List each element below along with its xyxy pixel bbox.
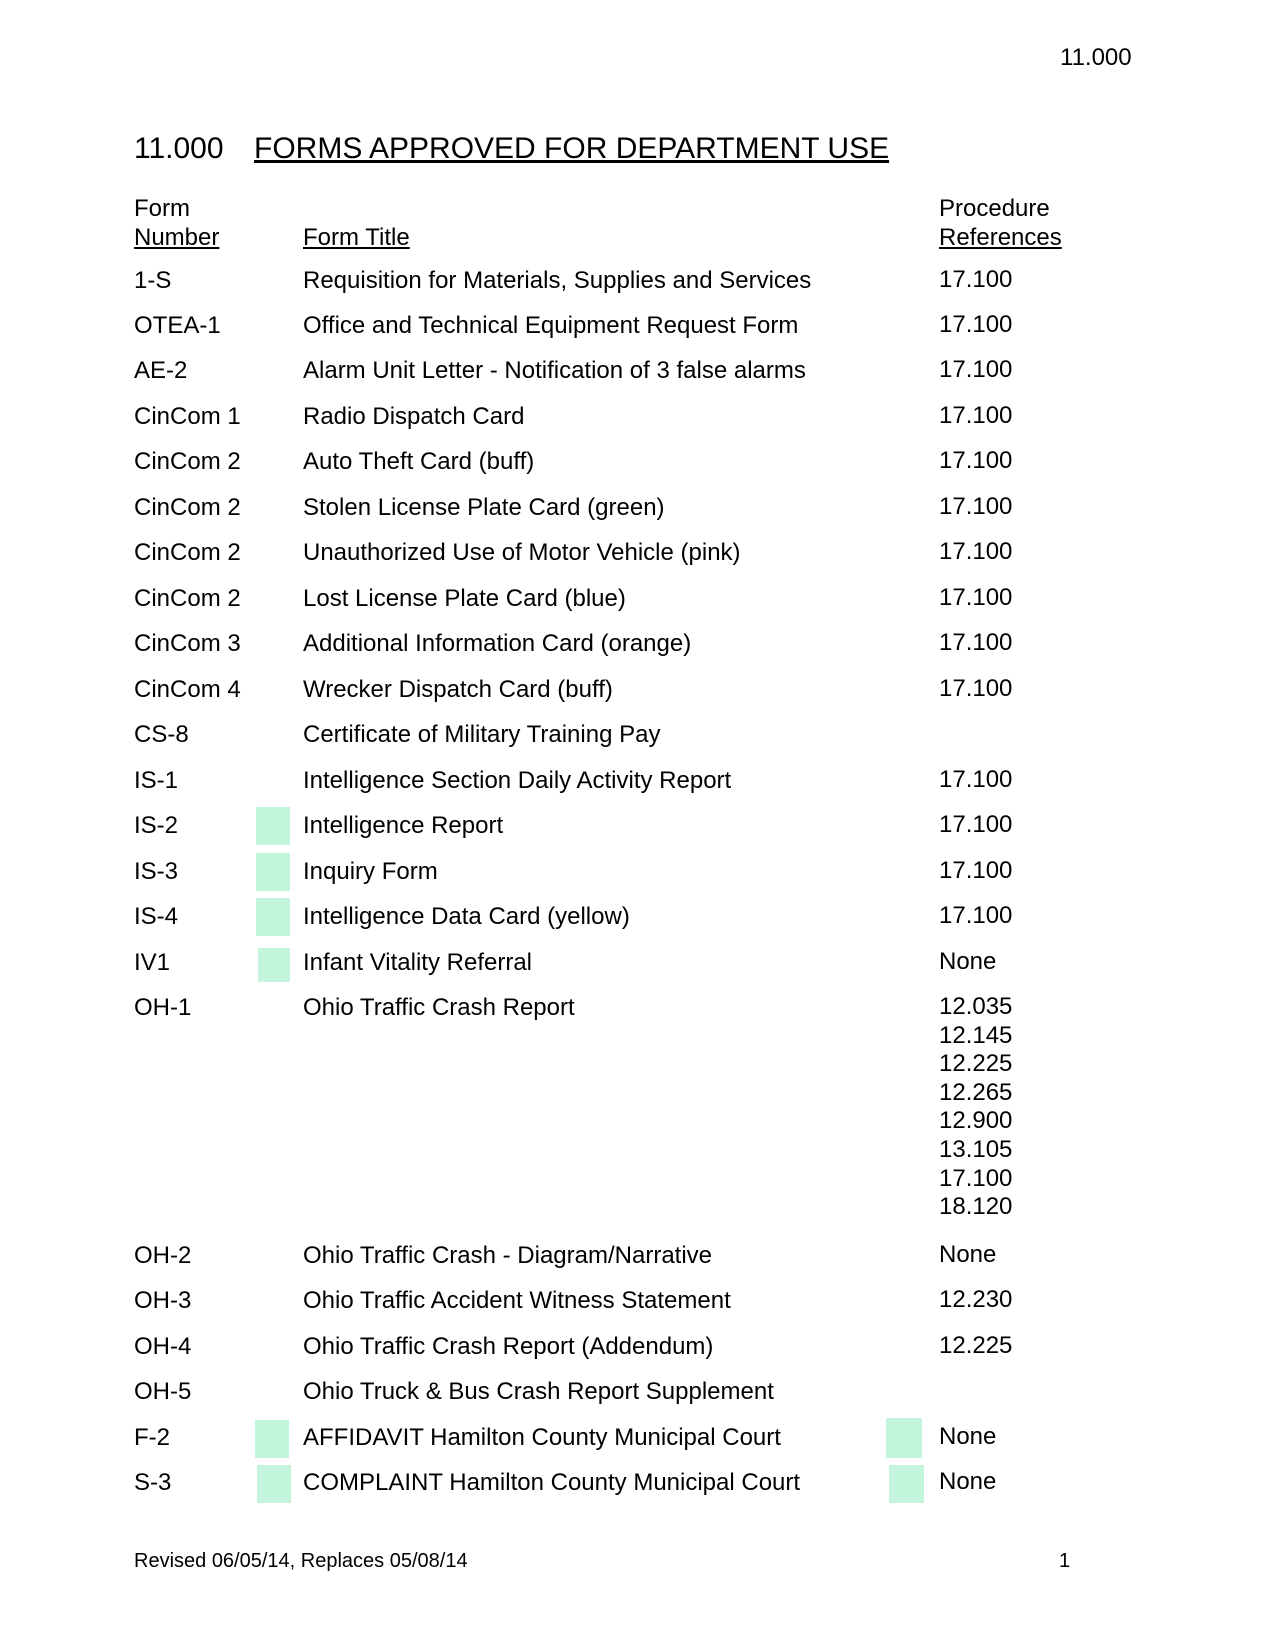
procedure-ref: 12.900	[939, 1107, 1013, 1135]
form-title: Lost License Plate Card (blue)	[303, 585, 626, 612]
form-title: Auto Theft Card (buff)	[303, 448, 535, 475]
procedure-ref: 12.035	[939, 993, 1013, 1020]
form-title: Ohio Traffic Crash - Diagram/Narrative	[303, 1242, 713, 1269]
highlight-mark	[257, 1465, 291, 1503]
procedure-refs	[939, 584, 1012, 613]
form-title: Inquiry Form	[303, 858, 438, 885]
header-refs-line2: References	[939, 224, 1062, 251]
header-form-title	[303, 223, 410, 252]
form-title: Wrecker Dispatch Card (buff)	[303, 676, 613, 703]
header-form-number	[134, 194, 219, 252]
procedure-ref: 17.100	[939, 311, 1013, 338]
form-number: IS-3	[134, 858, 179, 885]
procedure-refs	[939, 311, 1012, 340]
form-title: Radio Dispatch Card	[303, 403, 525, 430]
form-number: S-3	[134, 1469, 172, 1496]
procedure-refs	[939, 356, 1012, 385]
form-title: Ohio Truck & Bus Crash Report Supplement	[303, 1378, 774, 1405]
header-procedure-references	[939, 194, 1062, 252]
form-number: OTEA-1	[134, 312, 221, 339]
form-title: Additional Information Card (orange)	[303, 630, 692, 657]
form-number: OH-3	[134, 1287, 192, 1314]
page-title	[134, 132, 889, 166]
procedure-ref: 17.100	[939, 584, 1013, 611]
form-title: Alarm Unit Letter - Notification of 3 false alarms	[303, 357, 806, 384]
form-number: IS-4	[134, 903, 179, 930]
header-form-number-line1: Form	[134, 195, 190, 222]
form-title: Unauthorized Use of Motor Vehicle (pink)	[303, 539, 741, 566]
header-form-title-text: Form Title	[303, 224, 410, 251]
form-title: Requisition for Materials, Supplies and Services	[303, 267, 812, 294]
procedure-ref: 17.100	[939, 675, 1013, 702]
section-title: FORMS APPROVED FOR DEPARTMENT USE	[254, 132, 890, 165]
form-number: AE-2	[134, 357, 188, 384]
form-title: AFFIDAVIT Hamilton County Municipal Court	[303, 1424, 781, 1451]
form-title: Intelligence Section Daily Activity Report	[303, 767, 732, 794]
form-number: CS-8	[134, 721, 189, 748]
procedure-ref: 17.100	[939, 266, 1013, 293]
form-title: Intelligence Data Card (yellow)	[303, 903, 630, 930]
procedure-ref: 12.265	[939, 1078, 1013, 1106]
form-title: Ohio Traffic Crash Report	[303, 994, 575, 1021]
procedure-refs	[939, 266, 1012, 295]
form-number: IS-1	[134, 767, 179, 794]
procedure-refs	[939, 447, 1012, 476]
procedure-refs	[939, 538, 1012, 567]
procedure-ref: 17.100	[939, 356, 1013, 383]
procedure-ref: None	[939, 948, 997, 975]
header-form-number-line2: Number	[134, 224, 220, 251]
procedure-ref: 17.100	[939, 766, 1013, 793]
form-title: Intelligence Report	[303, 812, 504, 839]
procedure-ref: 12.145	[939, 1021, 1013, 1049]
procedure-ref: 13.105	[939, 1135, 1013, 1163]
procedure-refs	[939, 1423, 996, 1452]
procedure-refs	[939, 675, 1012, 704]
procedure-refs	[939, 1332, 1012, 1361]
form-title: Infant Vitality Referral	[303, 949, 532, 976]
procedure-ref: 17.100	[939, 493, 1013, 520]
procedure-ref: None	[939, 1423, 997, 1450]
form-title: Ohio Traffic Accident Witness Statement	[303, 1287, 731, 1314]
form-number: F-2	[134, 1424, 170, 1451]
procedure-ref: 17.100	[939, 402, 1013, 429]
form-title: Certificate of Military Training Pay	[303, 721, 661, 748]
form-number: IV1	[134, 949, 171, 976]
procedure-refs	[939, 402, 1012, 431]
procedure-ref: 17.100	[939, 902, 1013, 929]
highlight-mark	[256, 853, 290, 891]
footer-page-number: 1	[1059, 1550, 1071, 1572]
procedure-ref: 17.100	[939, 447, 1013, 474]
highlight-mark	[255, 1420, 289, 1458]
footer-revised: Revised 06/05/14, Replaces 05/08/14	[134, 1550, 468, 1572]
form-number: CinCom 1	[134, 403, 241, 430]
highlight-mark	[256, 807, 290, 845]
form-number: CinCom 3	[134, 630, 241, 657]
procedure-refs	[939, 811, 1012, 840]
procedure-ref: None	[939, 1468, 997, 1495]
procedure-refs	[939, 1468, 996, 1497]
procedure-ref: 17.100	[939, 629, 1013, 656]
procedure-ref: 12.230	[939, 1286, 1013, 1313]
page-number-top: 11.000	[1060, 44, 1132, 71]
procedure-refs	[939, 766, 1012, 795]
procedure-ref: 18.120	[939, 1193, 1013, 1221]
procedure-ref: 12.225	[939, 1050, 1013, 1078]
form-number: CinCom 2	[134, 539, 241, 566]
form-number: OH-5	[134, 1378, 192, 1405]
form-number: CinCom 2	[134, 448, 241, 475]
procedure-ref: 17.100	[939, 538, 1013, 565]
highlight-mark	[256, 898, 290, 936]
form-number: OH-2	[134, 1242, 192, 1269]
procedure-refs	[939, 629, 1012, 658]
form-number: OH-1	[134, 994, 192, 1021]
procedure-refs	[939, 857, 1012, 886]
form-number: IS-2	[134, 812, 179, 839]
procedure-refs	[939, 493, 1012, 522]
procedure-refs	[939, 1241, 996, 1270]
form-number: CinCom 2	[134, 494, 241, 521]
section-number: 11.000	[134, 132, 224, 165]
form-title: Office and Technical Equipment Request Form	[303, 312, 799, 339]
procedure-refs	[939, 902, 1012, 931]
procedure-ref: None	[939, 1241, 997, 1268]
form-title: Stolen License Plate Card (green)	[303, 494, 665, 521]
form-number: CinCom 4	[134, 676, 241, 703]
procedure-ref: 12.225	[939, 1332, 1013, 1359]
procedure-ref: 17.100	[939, 811, 1013, 838]
procedure-refs	[939, 1286, 1012, 1315]
form-number: OH-4	[134, 1333, 192, 1360]
procedure-refs	[939, 948, 996, 977]
highlight-mark	[886, 1418, 922, 1458]
procedure-ref: 17.100	[939, 1164, 1013, 1192]
header-refs-line1: Procedure	[939, 195, 1050, 222]
form-title: COMPLAINT Hamilton County Municipal Court	[303, 1469, 801, 1496]
highlight-mark	[258, 948, 290, 982]
form-title: Ohio Traffic Crash Report (Addendum)	[303, 1333, 714, 1360]
form-number: CinCom 2	[134, 585, 241, 612]
procedure-ref: 17.100	[939, 857, 1013, 884]
highlight-mark	[889, 1465, 924, 1503]
procedure-refs	[939, 993, 1012, 1222]
form-number: 1-S	[134, 267, 172, 294]
